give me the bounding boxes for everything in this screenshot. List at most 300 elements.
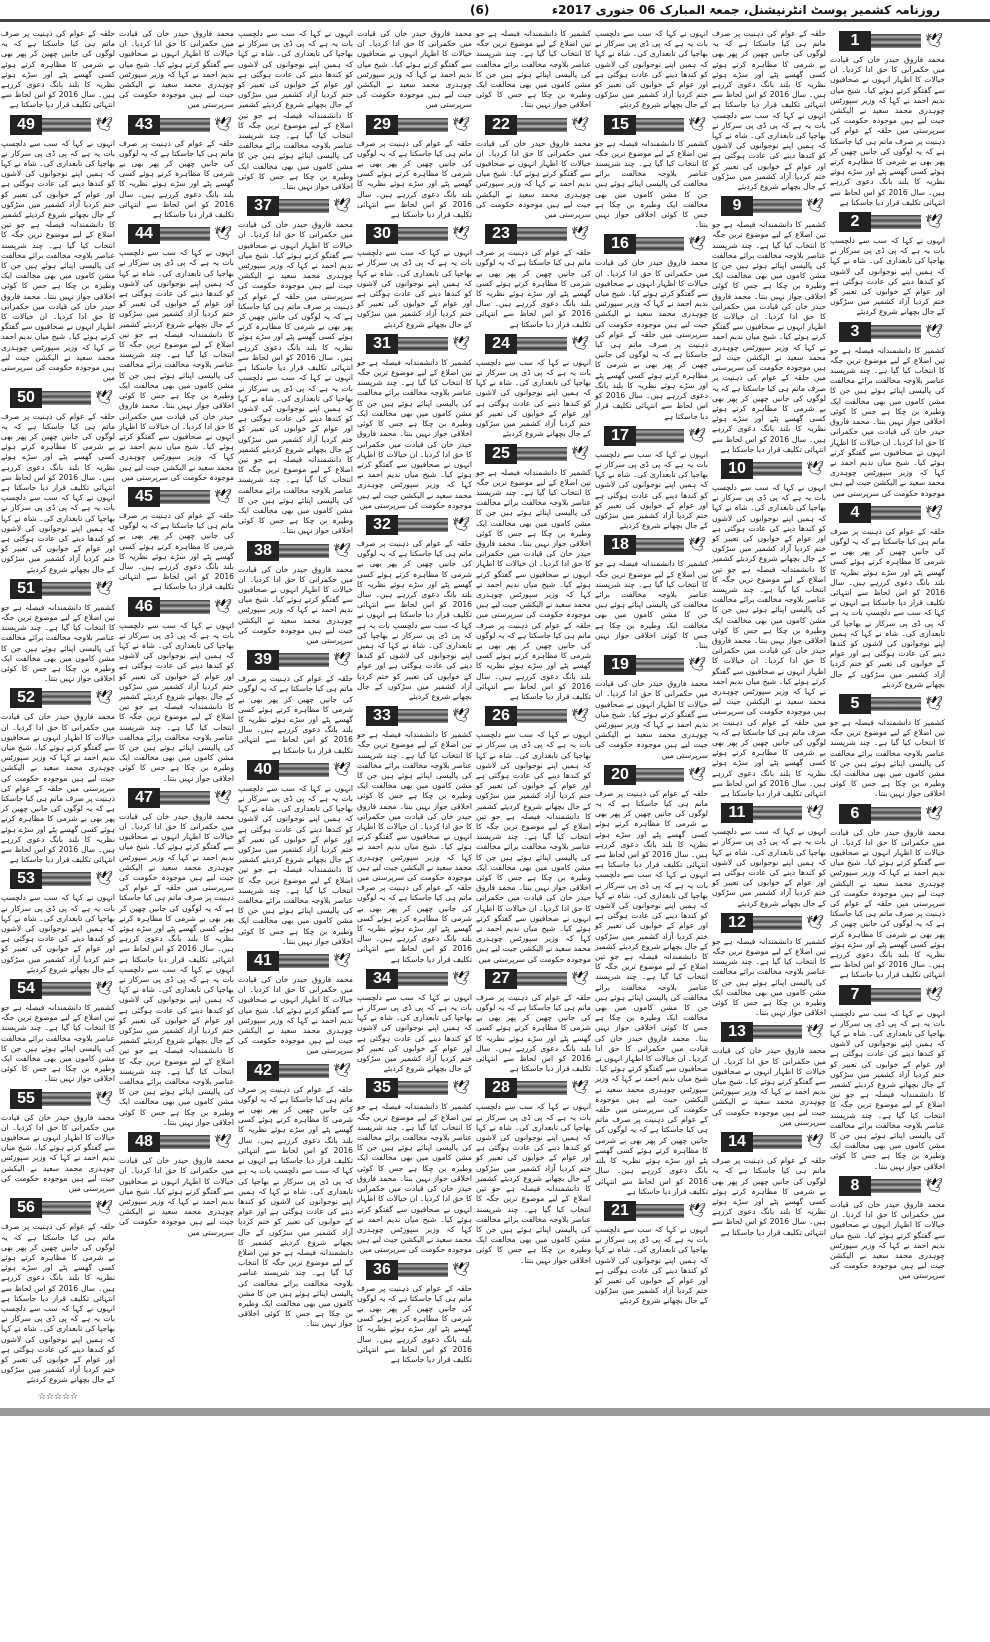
article-text: کشمیر کا دانشمندانہ فیصلہ ہے جو تین اضلاع کے لیے موضوع ترین جگہ کا انتخاب کیا گیا ہے۔ چند شرپسند عناصر بلاوجہ مخالفت برائے مخالفت کی پالیسی اپنائے ہوئے ہیں جن کا مشن کاموں میں بھی مخالفت ایک وطیرہ بن چکا ہے جس کا کوئی اخلاقی جواز نہیں بنتا۔ (595, 559, 708, 650)
article-body (712, 937, 826, 1019)
article-text: انہوں نے کہا کہ سب سے دلچسپ بات یہ ہے کہ پی ڈی پی سرکار نے بھاجپا کی تابعداری کی۔ شاہ نے کہا کہ ہمیں اپنے نوجوانوں کی لاشوں کو کندھا دینے کی عادت ہوگئی ہے اور عوام کے خوابوں کی تعبیر کو ختم کردیا آزاد کشمیر میں سڑکوں کے جال بچھانے شروع کردیئے (357, 248, 472, 329)
gradient-bar (871, 34, 921, 48)
article-body (357, 139, 472, 221)
article-text: کشمیر کا دانشمندانہ فیصلہ ہے جو تین اضلاع کے لیے موضوع ترین جگہ کا انتخاب کیا گیا ہے۔ چند شرپسند عناصر بلاوجہ مخالفت برائے مخالفت کی پالیسی اپنائے ہوئے ہیں جن کا مشن کاموں میں بھی مخالفت ایک وطیرہ بن چکا ہے جس کا کوئی اخلاقی جواز نہیں بنتا۔ (238, 855, 353, 946)
gradient-bar (160, 600, 210, 614)
article-body (238, 784, 353, 947)
article-body (595, 559, 708, 651)
gradient-bar (753, 462, 802, 476)
article-body (712, 483, 826, 799)
article-body (357, 539, 472, 702)
bird-icon: 🕊 (452, 1080, 470, 1097)
gradient-bar (160, 227, 210, 241)
section-header (595, 1200, 708, 1222)
gradient-bar (871, 1179, 921, 1193)
article-text: حلقہ کے عوام کی ذہنیت پر صرف ماتم ہی کیا جاسکتا ہے کہ یہ لوگوں کی جانیں چھین کر پھر بھی بے شرمی کا مظاہرہ کرتے ہوئے کسی گھسے پٹے اور سڑے ہوئے نظریہ کا بلند بانگ دعوی کررہے ہیں۔ سال 2016 کو اس لحاظ سے انتہائی تکلیف قرار دیا جاسکتا ہے (119, 510, 234, 592)
article-text: کشمیر کا دانشمندانہ فیصلہ ہے جو تین اضلاع کے لیے موضوع ترین جگہ کا انتخاب کیا گیا ہے۔ چند شرپسند عناصر بلاوجہ مخالفت برائے مخالفت کی پالیسی اپنائے ہوئے ہیں جن کا مشن کاموں میں بھی مخالفت ایک وطیرہ بن چکا ہے جس کا کوئی اخلاقی جواز نہیں بنتا۔ (830, 345, 945, 427)
news-column (238, 27, 353, 1332)
bird-icon: 🕊 (925, 214, 943, 231)
news-column (357, 27, 472, 1367)
article-text: محمد فاروق حیدر خان کی قیادت میں حکمرانی کا حق ادا کردیا۔ ان خیالات کا اظہار انہوں نے صحافیوں سے گفتگو کرتے ہوئے کیا۔ شیخ میاں ندیم احمد نے کہا کہ وزیر سپورٹس چوہدری محمد سعید نے الیکشن جیت لیے ہیں موجودہ حکومت کی سرپرستی میں (595, 1033, 708, 1115)
section-number: 48 (128, 1132, 160, 1152)
article-text: کشمیر کا دانشمندانہ فیصلہ ہے جو تین اضلاع کے لیے موضوع ترین جگہ کا انتخاب کیا گیا ہے۔ چند شرپسند عناصر بلاوجہ مخالفت برائے مخالفت کی پالیسی اپنائے ہوئے ہیں جن کا مشن کاموں میں بھی مخالفت ایک وطیرہ بن چکا ہے جس کا کوئی اخلاقی جواز نہیں بنتا۔ (595, 138, 708, 230)
bird-icon: 🕊 (571, 116, 589, 133)
article-text: کشمیر کا دانشمندانہ فیصلہ ہے جو تین اضلاع کے لیے موضوع ترین جگہ کا انتخاب کیا گیا ہے۔ چند شرپسند عناصر بلاوجہ مخالفت برائے مخالفت کی پالیسی اپنائے ہوئے ہیں جن کا مشن کاموں میں بھی مخالفت ایک وطیرہ بن چکا ہے جس کا کوئی اخلاقی جواز نہیں بنتا۔ (712, 220, 826, 301)
bird-icon: 🕊 (925, 695, 943, 712)
section-header (238, 540, 353, 562)
article-text: انہوں نے کہا کہ سب سے دلچسپ بات یہ ہے کہ پی ڈی پی سرکار نے بھاجپا کی تابعداری کی۔ شاہ نے کہا کہ ہمیں اپنے نوجوانوں کی لاشوں کو کندھا دینے کی عادت ہوگئی ہے اور عوام کے خوابوں کی تعبیر کو ختم کردیا آزاد کشمیر میں سڑکوں کے جال بچھانے شروع کردیئے (238, 29, 353, 110)
bird-icon: 🕊 (333, 652, 351, 669)
section-number: 21 (604, 1201, 636, 1221)
section-number: 9 (721, 196, 753, 216)
article-body (357, 358, 472, 511)
section-number: 40 (247, 760, 279, 780)
article-text: کشمیر کا دانشمندانہ فیصلہ ہے جو تین اضلاع کے لیے موضوع ترین جگہ کا انتخاب کیا گیا ہے۔ چند شرپسند عناصر بلاوجہ مخالفت برائے مخالفت کی پالیسی اپنائے ہوئے ہیں جن کا مشن کاموں میں بھی مخالفت ایک وطیرہ بن چکا ہے جس کا کوئی اخلاقی جواز نہیں بنتا۔ (1, 210, 115, 301)
article-body (595, 258, 708, 421)
section-number: 15 (604, 115, 636, 135)
section-header (476, 968, 591, 990)
article-body (830, 346, 945, 499)
article-text: انہوں نے کہا کہ سب سے دلچسپ بات یہ ہے کہ پی ڈی پی سرکار نے بھاجپا کی تابعداری کی۔ شاہ نے کہا کہ ہمیں اپنے نوجوانوں کی لاشوں کو کندھا دینے کی عادت ہوگئی ہے اور عوام کے خوابوں کی تعبیر کو ختم کردیا آزاد کشمیر میں سڑکوں کے جال بچھانے شروع کردیئے (712, 827, 826, 908)
section-number: 22 (485, 115, 517, 135)
article-text: کشمیر کا دانشمندانہ فیصلہ ہے جو تین اضلاع کے لیے موضوع ترین جگہ کا انتخاب کیا گیا ہے۔ چند شرپسند عناصر بلاوجہ مخالفت برائے مخالفت کی پالیسی اپنائے ہوئے ہیں جن کا مشن کاموں میں بھی مخالفت ایک وطیرہ بن چکا ہے جس کا کوئی اخلاقی جواز نہیں بنتا۔ (238, 444, 353, 536)
section-header (595, 764, 708, 786)
article-text: محمد فاروق حیدر خان کی قیادت میں حکمرانی کا حق ادا کردیا۔ ان خیالات کا اظہار انہوں نے صحافیوں سے گفتگو کرتے ہوئے کیا۔ شیخ میاں ندیم احمد نے کہا کہ وزیر سپورٹس چوہدری محمد سعید نے الیکشن جیت لیے ہیں موجودہ حکومت کی سرپرستی میں (1, 291, 115, 383)
bird-icon: 🕊 (688, 116, 706, 133)
section-header (712, 458, 826, 480)
article-text: محمد فاروق حیدر خان کی قیادت میں حکمرانی کا حق ادا کردیا۔ ان خیالات کا اظہار انہوں نے صحافیوں سے گفتگو کرتے ہوئے کیا۔ شیخ میاں ندیم احمد نے کہا کہ وزیر سپورٹس چوہدری محمد سعید نے الیکشن جیت لیے ہیں موجودہ حکومت کی سرپرستی میں (238, 975, 353, 1056)
section-header (595, 425, 708, 447)
gradient-bar (160, 1135, 210, 1149)
article-body (238, 565, 353, 647)
bird-icon: 🕊 (333, 1062, 351, 1079)
section-header (712, 912, 826, 934)
article-body (595, 679, 708, 761)
article-body (119, 139, 234, 221)
bird-icon: 🕊 (571, 1080, 589, 1097)
article-text: کشمیر کا دانشمندانہ فیصلہ ہے جو تین اضلاع کے لیے موضوع ترین جگہ کا انتخاب کیا گیا ہے۔ چند شرپسند عناصر بلاوجہ مخالفت برائے مخالفت کی پالیسی اپنائے ہوئے ہیں جن کا مشن کاموں میں بھی مخالفت ایک وطیرہ بن چکا ہے جس کا کوئی اخلاقی جواز نہیں بنتا۔ (357, 730, 472, 811)
article-body (238, 674, 353, 756)
gradient-bar (398, 337, 448, 351)
article-text: انہوں نے کہا کہ سب سے دلچسپ بات یہ ہے کہ پی ڈی پی سرکار نے بھاجپا کی تابعداری کی۔ شاہ نے کہا کہ ہمیں اپنے نوجوانوں کی لاشوں کو کندھا دینے کی عادت ہوگئی ہے اور عوام کے خوابوں کی تعبیر کو ختم کردیا آزاد کشمیر میں سڑکوں کے جال بچھانے شروع کردیئے (1, 893, 115, 974)
gradient-bar (398, 972, 448, 986)
bird-icon: 🕊 (571, 970, 589, 987)
gradient-bar (636, 237, 684, 251)
news-column (476, 27, 591, 1268)
article-text: حلقہ کے عوام کی ذہنیت پر صرف ماتم ہی کیا جاسکتا ہے کہ یہ لوگوں کی جانیں چھین کر پھر بھی بے شرمی کا مظاہرہ کرتے ہوئے کسی گھسے پٹے اور سڑے ہوئے نظریہ کا بلند بانگ دعوی کررہے ہیں۔ سال 2016 کو اس لحاظ سے انتہائی تکلیف قرار دیا جاسکتا ہے (1, 411, 115, 492)
section-header (357, 114, 472, 136)
section-number: 12 (721, 913, 753, 933)
article-text: حلقہ کے عوام کی ذہنیت پر صرف ماتم ہی کیا جاسکتا ہے کہ یہ لوگوں کی جانیں چھین کر پھر بھی بے شرمی کا مظاہرہ کرتے ہوئے کسی گھسے پٹے اور سڑے ہوئے نظریہ کا بلند بانگ دعوی کررہے ہیں۔ سال 2016 کو اس لحاظ سے انتہائی تکلیف قرار دیا جاسکتا ہے (476, 992, 591, 1074)
gradient-bar (279, 544, 329, 558)
article-body (1, 893, 115, 975)
article-text: حلقہ کے عوام کی ذہنیت پر صرف ماتم ہی کیا جاسکتا ہے کہ یہ لوگوں کی جانیں چھین کر پھر بھی بے شرمی کا مظاہرہ کرتے ہوئے کسی گھسے پٹے اور سڑے ہوئے نظریہ کا بلند بانگ دعوی کررہے ہیں۔ سال 2016 کو اس لحاظ سے انتہائی تکلیف قرار دیا جاسکتا ہے (712, 29, 826, 110)
article-text: کشمیر کا دانشمندانہ فیصلہ ہے جو تین اضلاع کے لیے موضوع ترین جگہ کا انتخاب کیا گیا ہے۔ چند شرپسند عناصر بلاوجہ مخالفت برائے مخالفت کی پالیسی اپنائے ہوئے ہیں جن کا مشن کاموں میں بھی مخالفت ایک وطیرہ بن چکا ہے جس کا کوئی اخلاقی جواز نہیں بنتا۔ (238, 100, 353, 192)
section-number: 3 (839, 322, 871, 342)
section-number: 16 (604, 234, 636, 254)
section-header (1, 687, 115, 709)
section-header (595, 114, 708, 136)
article-text: حلقہ کے عوام کی ذہنیت پر صرف ماتم ہی کیا جاسکتا ہے کہ یہ لوگوں کی جانیں چھین کر پھر بھی بے شرمی کا مظاہرہ کرتے ہوئے کسی گھسے پٹے اور سڑے ہوئے نظریہ کا بلند بانگ دعوی کررہے ہیں۔ سال 2016 کو اس لحاظ سے انتہائی تکلیف قرار دیا جاسکتا ہے (712, 373, 826, 454)
section-header (119, 114, 234, 136)
gradient-bar (42, 982, 91, 996)
gradient-bar (42, 391, 91, 405)
bird-icon: 🕊 (214, 789, 232, 806)
bird-icon: 🕊 (452, 335, 470, 352)
section-number: 38 (247, 541, 279, 561)
news-column (830, 27, 945, 1284)
article-body (1, 139, 115, 384)
article-body (595, 29, 708, 111)
article-body (1, 1222, 115, 1385)
section-header (830, 984, 945, 1006)
article-body (1, 412, 115, 575)
article-body (830, 527, 945, 690)
section-header (119, 596, 234, 618)
section-header (238, 195, 353, 217)
bird-icon: 🕊 (214, 598, 232, 615)
bird-icon: 🕊 (452, 1261, 470, 1278)
section-number: 56 (10, 1198, 42, 1218)
section-number: 19 (604, 655, 636, 675)
article-text: حلقہ کے عوام کی ذہنیت پر صرف ماتم ہی کیا جاسکتا ہے کہ یہ لوگوں کی جانیں چھین کر پھر بھی بے شرمی کا مظاہرہ کرتے ہوئے کسی گھسے پٹے اور سڑے ہوئے نظریہ کا بلند بانگ دعوی کررہے ہیں۔ سال 2016 کو اس لحاظ سے انتہائی تکلیف قرار دیا جاسکتا ہے (357, 538, 472, 620)
article-text: کشمیر کا دانشمندانہ فیصلہ ہے جو تین اضلاع کے لیے موضوع ترین جگہ کا انتخاب کیا گیا ہے۔ چند شرپسند عناصر بلاوجہ مخالفت برائے مخالفت کی پالیسی اپنائے ہوئے ہیں جن کا مشن کاموں میں بھی مخالفت ایک وطیرہ بن چکا ہے جس کا کوئی اخلاقی جواز نہیں بنتا۔ (476, 1173, 591, 1265)
article-text: انہوں نے کہا کہ سب سے دلچسپ بات یہ ہے کہ پی ڈی پی سرکار نے بھاجپا کی تابعداری کی۔ شاہ نے کہا کہ ہمیں اپنے نوجوانوں کی لاشوں کو کندھا دینے کی عادت ہوگئی ہے اور عوام کے خوابوں کی تعبیر کو ختم کردیا آزاد کشمیر میں سڑکوں کے جال بچھانے شروع کردیئے (476, 730, 591, 811)
news-column (1, 27, 115, 1402)
section-number: 47 (128, 788, 160, 808)
gradient-bar (517, 118, 567, 132)
article-text: کشمیر کا دانشمندانہ فیصلہ ہے جو تین اضلاع کے لیے موضوع ترین جگہ کا انتخاب کیا گیا ہے۔ چند شرپسند عناصر بلاوجہ مخالفت برائے مخالفت کی پالیسی اپنائے ہوئے ہیں جن کا مشن کاموں میں بھی مخالفت ایک وطیرہ بن چکا ہے جس کا کوئی اخلاقی جواز نہیں بنتا۔ (830, 717, 945, 799)
bird-icon: 🕊 (571, 708, 589, 725)
section-header (712, 802, 826, 824)
bird-icon: 🕊 (452, 226, 470, 243)
section-header (830, 502, 945, 524)
gradient-bar (517, 1081, 567, 1095)
article-text: محمد فاروق حیدر خان کی قیادت میں حکمرانی کا حق ادا کردیا۔ ان خیالات کا اظہار انہوں نے صحافیوں سے گفتگو کرتے ہوئے کیا۔ شیخ میاں ندیم احمد نے کہا کہ وزیر سپورٹس چوہدری محمد سعید نے الیکشن جیت لیے ہیں موجودہ حکومت کی سرپرستی میں (357, 801, 472, 883)
section-header (119, 1131, 234, 1153)
article-text: محمد فاروق حیدر خان کی قیادت میں حکمرانی کا حق ادا کردیا۔ ان خیالات کا اظہار انہوں نے صحافیوں سے گفتگو کرتے ہوئے کیا۔ شیخ میاں ندیم احمد نے کہا کہ وزیر سپورٹس چوہدری محمد سعید نے الیکشن جیت لیے ہیں موجودہ حکومت کی سرپرستی میں (595, 679, 708, 760)
gradient-bar (42, 1201, 91, 1215)
article-text: انہوں نے کہا کہ سب سے دلچسپ بات یہ ہے کہ پی ڈی پی سرکار نے بھاجپا کی تابعداری کی۔ شاہ نے کہا کہ ہمیں اپنے نوجوانوں کی لاشوں کو کندھا دینے کی عادت ہوگئی ہے اور عوام کے خوابوں کی تعبیر کو ختم کردیا آزاد کشمیر میں سڑکوں کے جال بچھانے شروع کردیئے (595, 449, 708, 531)
article-body (830, 718, 945, 800)
section-header (595, 233, 708, 255)
article-body (119, 812, 234, 1128)
article-text: کشمیر کا دانشمندانہ فیصلہ ہے جو تین اضلاع کے لیے موضوع ترین جگہ کا انتخاب کیا گیا ہے۔ چند شرپسند عناصر بلاوجہ مخالفت برائے مخالفت کی پالیسی اپنائے ہوئے ہیں جن کا مشن کاموں میں بھی مخالفت ایک وطیرہ بن چکا ہے جس کا کوئی اخلاقی جواز نہیں بنتا۔ (595, 941, 709, 1043)
article-text: محمد فاروق حیدر خان کی قیادت میں حکمرانی کا حق ادا کردیا۔ ان خیالات کا اظہار انہوں نے صحافیوں سے گفتگو کرتے ہوئے کیا۔ شیخ میاں ندیم احمد نے کہا کہ وزیر سپورٹس چوہدری محمد سعید نے الیکشن جیت لیے ہیں موجودہ حکومت کی سرپرستی میں (357, 1173, 472, 1255)
section-number: 46 (128, 597, 160, 617)
article-body (1, 1113, 115, 1195)
section-header (476, 223, 591, 245)
article-body (119, 29, 234, 111)
gradient-bar (398, 118, 448, 132)
article-text: انہوں نے کہا کہ سب سے دلچسپ بات یہ ہے کہ پی ڈی پی سرکار نے بھاجپا کی تابعداری کی۔ شاہ نے کہا کہ ہمیں اپنے نوجوانوں کی لاشوں کو کندھا دینے کی عادت ہوگئی ہے اور عوام کے خوابوں کی تعبیر کو ختم کردیا آزاد کشمیر میں سڑکوں کے جال بچھانے شروع کردیئے (357, 992, 472, 1074)
article-text: حلقہ کے عوام کی ذہنیت پر صرف ماتم ہی کیا جاسکتا ہے کہ یہ لوگوں کی جانیں چھین کر پھر بھی بے شرمی کا مظاہرہ کرتے ہوئے کسی گھسے پٹے اور سڑے ہوئے نظریہ کا بلند بانگ دعوی کررہے ہیں۔ سال 2016 کو اس لحاظ سے انتہائی تکلیف قرار دیا جاسکتا ہے (595, 788, 708, 870)
section-number: 45 (128, 487, 160, 507)
section-header (357, 223, 472, 245)
gradient-bar (517, 972, 567, 986)
article-body (238, 975, 353, 1057)
newspaper-title-date: روزنامہ کشمیر پوسٹ انٹرنیشنل، جمعۃ المبارک 06 جنوری 2017ء (551, 3, 940, 17)
article-text: محمد فاروق حیدر خان کی قیادت میں حکمرانی کا حق ادا کردیا۔ ان خیالات کا اظہار انہوں نے صحافیوں سے گفتگو کرتے ہوئے کیا۔ شیخ میاں ندیم احمد نے کہا کہ وزیر سپورٹس چوہدری محمد سعید نے الیکشن جیت لیے ہیں موجودہ حکومت کی سرپرستی میں (119, 811, 235, 893)
news-column (712, 27, 826, 1240)
gradient-bar (636, 118, 684, 132)
article-body (1, 712, 115, 865)
section-number: 51 (10, 579, 42, 599)
bird-icon: 🕊 (571, 226, 589, 243)
article-text: حلقہ کے عوام کی ذہنیت پر صرف ماتم ہی کیا جاسکتا ہے کہ یہ لوگوں کی جانیں چھین کر پھر بھی بے شرمی کا مظاہرہ کرتے ہوئے کسی گھسے پٹے اور سڑے ہوئے نظریہ کا بلند بانگ دعوی کررہے ہیں۔ سال 2016 کو اس لحاظ سے انتہائی تکلیف قرار دیا جاسکتا ہے (595, 329, 708, 421)
article-body (1, 1003, 115, 1085)
gradient-bar (753, 199, 802, 213)
article-text: انہوں نے کہا کہ سب سے دلچسپ بات یہ ہے کہ پی ڈی پی سرکار نے بھاجپا کی تابعداری کی۔ شاہ نے کہا کہ ہمیں اپنے نوجوانوں کی لاشوں کو کندھا دینے کی عادت ہوگئی ہے اور عوام کے خوابوں کی تعبیر کو ختم کردیا آزاد کشمیر میں سڑکوں کے جال بچھانے شروع کردیئے (595, 29, 708, 110)
article-text: حلقہ کے عوام کی ذہنیت پر صرف ماتم ہی کیا جاسکتا ہے کہ یہ لوگوں کی جانیں چھین کر پھر بھی بے شرمی کا مظاہرہ کرتے ہوئے کسی گھسے پٹے اور سڑے ہوئے نظریہ کا بلند بانگ دعوی کررہے ہیں۔ سال 2016 کو اس لحاظ سے انتہائی تکلیف قرار دیا جاسکتا ہے (476, 620, 591, 701)
gradient-bar (517, 709, 567, 723)
article-text: کشمیر کا دانشمندانہ فیصلہ ہے جو تین اضلاع کے لیے موضوع ترین جگہ کا انتخاب کیا گیا ہے۔ چند شرپسند عناصر بلاوجہ مخالفت برائے مخالفت کی پالیسی اپنائے ہوئے ہیں جن کا مشن کاموں میں بھی مخالفت ایک وطیرہ بن چکا ہے جس کا کوئی اخلاقی جواز نہیں بنتا۔ (712, 936, 826, 1018)
article-text: حلقہ کے عوام کی ذہنیت پر صرف ماتم ہی کیا جاسکتا ہے کہ یہ لوگوں کی جانیں چھین کر پھر بھی بے شرمی کا مظاہرہ کرتے ہوئے کسی گھسے پٹے اور سڑے ہوئے نظریہ کا بلند بانگ دعوی کررہے ہیں۔ سال 2016 کو اس لحاظ سے انتہائی تکلیف قرار دیا جاسکتا ہے (238, 291, 354, 373)
gradient-bar (160, 490, 210, 504)
article-text: کشمیر کا دانشمندانہ فیصلہ ہے جو تین اضلاع کے لیے موضوع ترین جگہ کا انتخاب کیا گیا ہے۔ چند شرپسند عناصر بلاوجہ مخالفت برائے مخالفت کی پالیسی اپنائے ہوئے ہیں جن کا مشن کاموں میں بھی مخالفت ایک وطیرہ بن چکا ہے جس کا کوئی اخلاقی جواز نہیں بنتا۔ (476, 801, 591, 893)
article-body (476, 358, 591, 440)
section-number: 27 (485, 969, 517, 989)
article-text: محمد فاروق حیدر خان کی قیادت میں حکمرانی کا حق ادا کردیا۔ ان خیالات کا اظہار انہوں نے صحافیوں سے گفتگو کرتے ہوئے کیا۔ شیخ میاں ندیم احمد نے کہا کہ وزیر سپورٹس چوہدری محمد سعید نے الیکشن جیت لیے ہیں موجودہ حکومت کی سرپرستی میں (238, 564, 353, 645)
article-text: محمد فاروق حیدر خان کی قیادت میں حکمرانی کا حق ادا کردیا۔ ان خیالات کا اظہار انہوں نے صحافیوں سے گفتگو کرتے ہوئے کیا۔ شیخ میاں ندیم احمد نے کہا کہ وزیر سپورٹس چوہدری محمد سعید نے الیکشن جیت لیے ہیں موجودہ حکومت کی سرپرستی میں (119, 29, 234, 110)
section-header (476, 705, 591, 727)
article-text: محمد فاروق حیدر خان کی قیادت میں حکمرانی کا حق ادا کردیا۔ ان خیالات کا اظہار انہوں نے صحافیوں سے گفتگو کرتے ہوئے کیا۔ شیخ میاں ندیم احمد نے کہا کہ وزیر سپورٹس چوہدری محمد سعید نے الیکشن جیت لیے ہیں موجودہ حکومت کی سرپرستی میں (830, 1199, 945, 1281)
gradient-bar (398, 518, 448, 532)
article-text: محمد فاروق حیدر خان کی قیادت میں حکمرانی کا حق ادا کردیا۔ ان خیالات کا اظہار انہوں نے صحافیوں سے گفتگو کرتے ہوئے کیا۔ شیخ میاں ندیم احمد نے کہا کہ وزیر سپورٹس چوہدری محمد سعید نے الیکشن جیت لیے ہیں موجودہ حکومت کی سرپرستی میں (830, 827, 946, 909)
section-number: 35 (366, 1078, 398, 1098)
article-text: کشمیر کا دانشمندانہ فیصلہ ہے جو تین اضلاع کے لیے موضوع ترین جگہ کا انتخاب کیا گیا ہے۔ چند شرپسند عناصر بلاوجہ مخالفت برائے مخالفت کی پالیسی اپنائے ہوئے ہیں جن کا مشن کاموں میں بھی مخالفت ایک وطیرہ بن چکا ہے جس کا کوئی اخلاقی جواز نہیں بنتا۔ (476, 467, 591, 548)
article-text: حلقہ کے عوام کی ذہنیت پر صرف ماتم ہی کیا جاسکتا ہے کہ یہ لوگوں کی جانیں چھین کر پھر بھی بے شرمی کا مظاہرہ کرتے ہوئے کسی گھسے پٹے اور سڑے ہوئے نظریہ کا بلند بانگ دعوی کررہے ہیں۔ سال 2016 کو اس لحاظ سے انتہائی تکلیف قرار دیا جاسکتا ہے (476, 248, 591, 329)
section-number: 8 (839, 1176, 871, 1196)
article-body (1, 603, 115, 685)
article-text: محمد فاروق حیدر خان کی قیادت میں حکمرانی کا حق ادا کردیا۔ ان خیالات کا اظہار انہوں نے صحافیوں سے گفتگو کرتے ہوئے کیا۔ شیخ میاں ندیم احمد نے کہا کہ وزیر سپورٹس چوہدری محمد سعید نے الیکشن جیت لیے ہیں موجودہ حکومت کی سرپرستی میں (595, 258, 708, 339)
section-header (830, 211, 945, 233)
article-text: کشمیر کا دانشمندانہ فیصلہ ہے جو تین اضلاع کے لیے موضوع ترین جگہ کا انتخاب کیا گیا ہے۔ چند شرپسند عناصر بلاوجہ مخالفت برائے مخالفت کی پالیسی اپنائے ہوئے ہیں جن کا مشن کاموں میں بھی مخالفت ایک وطیرہ بن چکا ہے جس کا کوئی اخلاقی جواز نہیں بنتا۔ (357, 357, 472, 439)
bird-icon: 🕊 (214, 116, 232, 133)
article-text: انہوں نے کہا کہ سب سے دلچسپ بات یہ ہے کہ پی ڈی پی سرکار نے بھاجپا کی تابعداری کی۔ شاہ نے کہا کہ ہمیں اپنے نوجوانوں کی لاشوں کو کندھا دینے کی عادت ہوگئی ہے اور عوام کے خوابوں کی تعبیر کو ختم کردیا آزاد کشمیر میں سڑکوں کے جال بچھانے شروع کردیئے (119, 964, 234, 1046)
section-header (357, 514, 472, 536)
article-text: انہوں نے کہا کہ سب سے دلچسپ بات یہ ہے کہ پی ڈی پی سرکار نے بھاجپا کی تابعداری کی۔ شاہ نے کہا کہ ہمیں اپنے نوجوانوں کی لاشوں کو کندھا دینے کی عادت ہوگئی ہے اور عوام کے خوابوں کی تعبیر کو ختم کردیا آزاد کشمیر میں سڑکوں کے جال بچھانے شروع کردیئے (119, 620, 234, 701)
bird-icon: 🕊 (95, 1200, 113, 1217)
section-number: 37 (247, 196, 279, 216)
section-header (357, 1077, 472, 1099)
article-body (476, 139, 591, 221)
article-body (238, 1085, 353, 1330)
section-header (476, 333, 591, 355)
article-text: محمد فاروق حیدر خان کی قیادت میں حکمرانی کا حق ادا کردیا۔ ان خیالات کا اظہار انہوں نے صحافیوں سے گفتگو کرتے ہوئے کیا۔ شیخ میاں ندیم احمد نے کہا کہ وزیر سپورٹس چوہدری محمد سعید نے الیکشن جیت لیے ہیں موجودہ حکومت کی سرپرستی میں (238, 220, 354, 301)
bird-icon: 🕊 (452, 970, 470, 987)
bird-icon: 🕊 (925, 323, 943, 340)
section-header (238, 759, 353, 781)
article-body (357, 248, 472, 330)
gradient-bar (753, 916, 802, 930)
bird-icon: 🕊 (333, 761, 351, 778)
article-body (595, 450, 708, 532)
article-text: محمد فاروق حیدر خان کی قیادت میں حکمرانی کا حق ادا کردیا۔ ان خیالات کا اظہار انہوں نے صحافیوں سے گفتگو کرتے ہوئے کیا۔ شیخ میاں ندیم احمد نے کہا کہ وزیر سپورٹس چوہدری محمد سعید نے الیکشن جیت لیے ہیں موجودہ حکومت کی سرپرستی میں (712, 291, 826, 383)
gradient-bar (871, 988, 921, 1002)
article-text: محمد فاروق حیدر خان کی قیادت میں حکمرانی کا حق ادا کردیا۔ ان خیالات کا اظہار انہوں نے صحافیوں سے گفتگو کرتے ہوئے کیا۔ شیخ میاں ندیم احمد نے کہا کہ وزیر سپورٹس چوہدری محمد سعید نے الیکشن جیت لیے ہیں موجودہ حکومت کی سرپرستی میں (1, 712, 116, 793)
article-text: حلقہ کے عوام کی ذہنیت پر صرف ماتم ہی کیا جاسکتا ہے کہ یہ لوگوں کی جانیں چھین کر پھر بھی بے شرمی کا مظاہرہ کرتے ہوئے کسی گھسے پٹے اور سڑے ہوئے نظریہ کا بلند بانگ دعوی کررہے ہیں۔ سال 2016 کو اس لحاظ سے انتہائی تکلیف قرار دیا جاسکتا ہے (595, 1105, 708, 1196)
article-body (357, 730, 472, 965)
gradient-bar (398, 1263, 448, 1277)
section-number: 36 (366, 1260, 398, 1280)
bird-icon: 🕊 (925, 33, 943, 49)
article-body (476, 993, 591, 1075)
article-body (119, 248, 234, 483)
article-body (357, 1102, 472, 1255)
bird-icon: 🕊 (214, 488, 232, 505)
article-body (357, 29, 472, 111)
bird-icon: 🕊 (925, 805, 943, 822)
section-number: 32 (366, 515, 398, 535)
article-text: انہوں نے کہا کہ سب سے دلچسپ بات یہ ہے کہ پی ڈی پی سرکار نے بھاجپا کی تابعداری کی۔ شاہ نے کہا کہ ہمیں اپنے نوجوانوں کی لاشوں کو کندھا دینے کی عادت ہوگئی ہے اور عوام کے خوابوں کی تعبیر کو ختم کردیا آزاد کشمیر میں سڑکوں کے جال بچھانے شروع کردیئے (357, 610, 472, 701)
section-number: 28 (485, 1078, 517, 1098)
gradient-bar (517, 337, 567, 351)
section-header (830, 30, 945, 52)
article-text: انہوں نے کہا کہ سب سے دلچسپ بات یہ ہے کہ پی ڈی پی سرکار نے بھاجپا کی تابعداری کی۔ شاہ نے کہا کہ ہمیں اپنے نوجوانوں کی لاشوں کو کندھا دینے کی عادت ہوگئی ہے اور عوام کے خوابوں کی تعبیر کو ختم کردیا آزاد کشمیر میں سڑکوں کے جال بچھانے شروع کردیئے (595, 1224, 708, 1306)
section-number: 44 (128, 224, 160, 244)
gradient-bar (871, 215, 921, 229)
section-header (238, 649, 353, 671)
bird-icon: 🕊 (688, 1202, 706, 1219)
section-header (1, 387, 115, 409)
article-text: کشمیر کا دانشمندانہ فیصلہ ہے جو تین اضلاع کے لیے موضوع ترین جگہ کا انتخاب کیا گیا ہے۔ چند شرپسند عناصر بلاوجہ مخالفت برائے مخالفت کی پالیسی اپنائے ہوئے ہیں جن کا مشن کاموں میں بھی مخالفت ایک وطیرہ بن چکا ہے جس کا کوئی اخلاقی جواز نہیں بنتا۔ (119, 319, 234, 411)
section-header (119, 223, 234, 245)
article-body (476, 730, 591, 965)
section-header (238, 950, 353, 972)
article-text: محمد فاروق حیدر خان کی قیادت میں حکمرانی کا حق ادا کردیا۔ ان خیالات کا اظہار انہوں نے صحافیوں سے گفتگو کرتے ہوئے کیا۔ شیخ میاں ندیم احمد نے کہا کہ وزیر سپورٹس چوہدری محمد سعید نے الیکشن جیت لیے ہیں موجودہ حکومت کی سرپرستی میں (712, 635, 826, 727)
bird-icon: 🕊 (806, 1024, 824, 1041)
article-text: حلقہ کے عوام کی ذہنیت پر صرف ماتم ہی کیا جاسکتا ہے کہ یہ لوگوں کی جانیں چھین کر پھر بھی بے شرمی کا مظاہرہ کرتے ہوئے کسی گھسے پٹے اور سڑے ہوئے نظریہ کا بلند بانگ دعوی کررہے ہیں۔ سال 2016 کو اس لحاظ سے انتہائی تکلیف قرار دیا جاسکتا ہے (119, 883, 235, 964)
bird-icon: 🕊 (571, 445, 589, 462)
article-text: محمد فاروق حیدر خان کی قیادت میں حکمرانی کا حق ادا کردیا۔ ان خیالات کا اظہار انہوں نے صحافیوں سے گفتگو کرتے ہوئے کیا۔ شیخ میاں ندیم احمد نے کہا کہ وزیر سپورٹس چوہدری محمد سعید نے الیکشن جیت لیے ہیں موجودہ حکومت کی سرپرستی میں (712, 1046, 826, 1127)
article-text: کشمیر کا دانشمندانہ فیصلہ ہے جو تین اضلاع کے لیے موضوع ترین جگہ کا انتخاب کیا گیا ہے۔ چند شرپسند عناصر بلاوجہ مخالفت برائے مخالفت کی پالیسی اپنائے ہوئے ہیں جن کا مشن کاموں میں بھی مخالفت ایک وطیرہ بن چکا ہے جس کا کوئی اخلاقی جواز نہیں بنتا۔ (119, 691, 234, 783)
article-text: انہوں نے کہا کہ سب سے دلچسپ بات یہ ہے کہ پی ڈی پی سرکار نے بھاجپا کی تابعداری کی۔ شاہ نے کہا کہ ہمیں اپنے نوجوانوں کی لاشوں کو کندھا دینے کی عادت ہوگئی ہے اور عوام کے خوابوں کی تعبیر کو ختم کردیا آزاد کشمیر میں سڑکوں کے جال بچھانے شروع کردیئے (1, 138, 115, 220)
gradient-bar (279, 1064, 329, 1078)
article-text: انہوں نے کہا کہ سب سے دلچسپ بات یہ ہے کہ پی ڈی پی سرکار نے بھاجپا کی تابعداری کی۔ شاہ نے کہا کہ ہمیں اپنے نوجوانوں کی لاشوں کو کندھا دینے کی عادت ہوگئی ہے اور عوام کے خوابوں کی تعبیر کو ختم کردیا آزاد کشمیر میں سڑکوں کے جال بچھانے شروع کردیئے (238, 1156, 353, 1247)
section-header (595, 654, 708, 676)
article-body (712, 1156, 826, 1238)
section-number: 29 (366, 115, 398, 135)
gradient-bar (279, 199, 329, 213)
bird-icon: 🕊 (452, 116, 470, 133)
article-text: حلقہ کے عوام کی ذہنیت پر صرف ماتم ہی کیا جاسکتا ہے کہ یہ لوگوں کی جانیں چھین کر پھر بھی بے شرمی کا مظاہرہ کرتے ہوئے کسی گھسے پٹے اور سڑے ہوئے نظریہ کا بلند بانگ دعوی کررہے ہیں۔ سال 2016 کو اس لحاظ سے انتہائی تکلیف قرار دیا جاسکتا ہے (357, 138, 472, 220)
article-body (712, 220, 826, 455)
section-header (119, 486, 234, 508)
bird-icon: 🕊 (95, 690, 113, 707)
article-text: محمد فاروق حیدر خان کی قیادت میں حکمرانی کا حق ادا کردیا۔ ان خیالات کا اظہار انہوں نے صحافیوں سے گفتگو کرتے ہوئے کیا۔ شیخ میاں ندیم احمد نے کہا کہ وزیر سپورٹس چوہدری محمد سعید نے الیکشن جیت لیے ہیں موجودہ حکومت کی سرپرستی میں (1, 1112, 115, 1194)
article-text: انہوں نے کہا کہ سب سے دلچسپ بات یہ ہے کہ پی ڈی پی سرکار نے بھاجپا کی تابعداری کی۔ شاہ نے کہا کہ ہمیں اپنے نوجوانوں کی لاشوں کو کندھا دینے کی عادت ہوگئی ہے اور عوام کے خوابوں کی تعبیر کو ختم کردیا آزاد کشمیر میں سڑکوں کے جال بچھانے شروع کردیئے (476, 357, 591, 439)
gradient-bar (279, 954, 329, 968)
section-number: 13 (721, 1022, 753, 1042)
gradient-bar (517, 447, 567, 461)
article-text: حلقہ کے عوام کی ذہنیت پر صرف ماتم ہی کیا جاسکتا ہے کہ یہ لوگوں کی جانیں چھین کر پھر بھی بے شرمی کا مظاہرہ کرتے ہوئے کسی گھسے پٹے اور سڑے ہوئے نظریہ کا بلند بانگ دعوی کررہے ہیں۔ سال 2016 کو اس لحاظ سے انتہائی تکلیف قرار دیا جاسکتا ہے (712, 1156, 826, 1237)
bird-icon: 🕊 (571, 335, 589, 352)
section-header (1, 114, 115, 136)
article-body (595, 789, 708, 1197)
bird-icon: 🕊 (333, 953, 351, 970)
gradient-bar (636, 658, 684, 672)
article-text: محمد فاروق حیدر خان کی قیادت میں حکمرانی کا حق ادا کردیا۔ ان خیالات کا اظہار انہوں نے صحافیوں سے گفتگو کرتے ہوئے کیا۔ شیخ میاں ندیم احمد نے کہا کہ وزیر سپورٹس چوہدری محمد سعید نے الیکشن جیت لیے ہیں موجودہ حکومت کی سرپرستی میں (357, 29, 472, 110)
section-header (712, 1131, 826, 1153)
gradient-bar (160, 118, 210, 132)
bird-icon: 🕊 (333, 198, 351, 215)
gradient-bar (160, 791, 210, 805)
bird-icon: 🕊 (925, 504, 943, 521)
article-body (712, 1046, 826, 1128)
gradient-bar (279, 653, 329, 667)
article-body (1, 29, 115, 111)
section-number: 41 (247, 951, 279, 971)
bird-icon: 🕊 (688, 427, 706, 444)
gradient-bar (42, 872, 91, 886)
bird-icon: 🕊 (806, 914, 824, 931)
article-text: محمد فاروق حیدر خان کی قیادت میں حکمرانی کا حق ادا کردیا۔ ان خیالات کا اظہار انہوں نے صحافیوں سے گفتگو کرتے ہوئے کیا۔ شیخ میاں ندیم احمد نے کہا کہ وزیر سپورٹس چوہدری محمد سعید نے الیکشن جیت لیے ہیں موجودہ حکومت کی سرپرستی میں (476, 883, 591, 964)
section-number: 11 (721, 803, 753, 823)
section-number: 49 (10, 115, 42, 135)
bird-icon: 🕊 (95, 981, 113, 998)
article-body (595, 139, 708, 231)
footer-rule (0, 1408, 990, 1416)
article-body (238, 29, 353, 192)
gradient-bar (279, 763, 329, 777)
section-number: 42 (247, 1061, 279, 1081)
section-number: 14 (721, 1132, 753, 1152)
section-number: 23 (485, 224, 517, 244)
article-body (476, 468, 591, 703)
article-text: کشمیر کا دانشمندانہ فیصلہ ہے جو تین اضلاع کے لیے موضوع ترین جگہ کا انتخاب کیا گیا ہے۔ چند شرپسند عناصر بلاوجہ مخالفت برائے مخالفت کی پالیسی اپنائے ہوئے ہیں جن کا مشن کاموں میں بھی مخالفت ایک وطیرہ بن چکا ہے جس کا کوئی اخلاقی جواز نہیں بنتا۔ (476, 29, 591, 110)
section-number: 7 (839, 985, 871, 1005)
bird-icon: 🕊 (214, 1134, 232, 1151)
article-text: انہوں نے کہا کہ سب سے دلچسپ بات یہ ہے کہ پی ڈی پی سرکار نے بھاجپا کی تابعداری کی۔ شاہ نے کہا کہ ہمیں اپنے نوجوانوں کی لاشوں کو کندھا دینے کی عادت ہوگئی ہے اور عوام کے خوابوں کی تعبیر کو ختم کردیا آزاد کشمیر میں سڑکوں کے جال بچھانے شروع کردیئے (830, 1008, 945, 1090)
article-text: حلقہ کے عوام کی ذہنیت پر صرف ماتم ہی کیا جاسکتا ہے کہ یہ لوگوں کی جانیں چھین کر پھر بھی بے شرمی کا مظاہرہ کرتے ہوئے کسی گھسے پٹے اور سڑے ہوئے نظریہ کا بلند بانگ دعوی کررہے ہیں۔ سال 2016 کو اس لحاظ سے انتہائی تکلیف قرار دیا جاسکتا ہے (238, 674, 353, 755)
section-number: 5 (839, 694, 871, 714)
article-text: انہوں نے کہا کہ سب سے دلچسپ بات یہ ہے کہ پی ڈی پی سرکار نے بھاجپا کی تابعداری کی۔ شاہ نے کہا کہ ہمیں اپنے نوجوانوں کی لاشوں کو کندھا دینے کی عادت ہوگئی ہے اور عوام کے خوابوں کی تعبیر کو ختم کردیا آزاد کشمیر میں سڑکوں کے جال بچھانے شروع کردیئے (238, 373, 353, 454)
article-text: کشمیر کا دانشمندانہ فیصلہ ہے جو تین اضلاع کے لیے موضوع ترین جگہ کا انتخاب کیا گیا ہے۔ چند شرپسند عناصر بلاوجہ مخالفت برائے مخالفت کی پالیسی اپنائے ہوئے ہیں جن کا مشن کاموں میں بھی مخالفت ایک وطیرہ بن چکا ہے جس کا کوئی اخلاقی جواز نہیں بنتا۔ (830, 1080, 945, 1171)
article-text: حلقہ کے عوام کی ذہنیت پر صرف ماتم ہی کیا جاسکتا ہے کہ یہ لوگوں کی جانیں چھین کر پھر بھی بے شرمی کا مظاہرہ کرتے ہوئے کسی گھسے پٹے اور سڑے ہوئے نظریہ کا بلند بانگ دعوی کررہے ہیں۔ سال 2016 کو اس لحاظ سے انتہائی تکلیف قرار دیا جاسکتا ہے (238, 1084, 353, 1166)
article-text: کشمیر کا دانشمندانہ فیصلہ ہے جو تین اضلاع کے لیے موضوع ترین جگہ کا انتخاب کیا گیا ہے۔ چند شرپسند عناصر بلاوجہ مخالفت برائے مخالفت کی پالیسی اپنائے ہوئے ہیں جن کا مشن کاموں میں بھی مخالفت ایک وطیرہ بن چکا ہے جس کا کوئی اخلاقی جواز نہیں بنتا۔ (1, 1003, 115, 1084)
article-text: محمد فاروق حیدر خان کی قیادت میں حکمرانی کا حق ادا کردیا۔ ان خیالات کا اظہار انہوں نے صحافیوں سے گفتگو کرتے ہوئے کیا۔ شیخ میاں ندیم احمد نے کہا کہ وزیر سپورٹس چوہدری محمد سعید نے الیکشن جیت لیے ہیں موجودہ حکومت کی سرپرستی میں (830, 417, 945, 498)
article-body (830, 236, 945, 318)
section-number: 26 (485, 706, 517, 726)
gradient-bar (871, 807, 921, 821)
section-header (830, 1175, 945, 1197)
section-number: 20 (604, 765, 636, 785)
bird-icon: 🕊 (95, 389, 113, 406)
bird-icon: 🕊 (452, 708, 470, 725)
bird-icon: 🕊 (214, 226, 232, 243)
section-header (1, 578, 115, 600)
section-header (712, 1021, 826, 1043)
article-text: انہوں نے کہا کہ سب سے دلچسپ بات یہ ہے کہ پی ڈی پی سرکار نے بھاجپا کی تابعداری کی۔ شاہ نے کہا کہ ہمیں اپنے نوجوانوں کی لاشوں کو کندھا دینے کی عادت ہوگئی ہے اور عوام کے خوابوں کی تعبیر کو ختم کردیا آزاد کشمیر میں سڑکوں کے جال بچھانے شروع کردیئے (119, 248, 234, 329)
section-number: 55 (10, 1089, 42, 1109)
article-text: کشمیر کا دانشمندانہ فیصلہ ہے جو تین اضلاع کے لیے موضوع ترین جگہ کا انتخاب کیا گیا ہے۔ چند شرپسند عناصر بلاوجہ مخالفت برائے مخالفت کی پالیسی اپنائے ہوئے ہیں جن کا مشن کاموں میں بھی مخالفت ایک وطیرہ بن چکا ہے جس کا کوئی اخلاقی جواز نہیں بنتا۔ (1, 602, 115, 684)
section-header (357, 333, 472, 355)
article-text: حلقہ کے عوام کی ذہنیت پر صرف ماتم ہی کیا جاسکتا ہے کہ یہ لوگوں کی جانیں چھین کر پھر بھی بے شرمی کا مظاہرہ کرتے ہوئے کسی گھسے پٹے اور سڑے ہوئے نظریہ کا بلند بانگ دعوی کررہے ہیں۔ سال 2016 کو اس لحاظ سے انتہائی تکلیف قرار دیا جاسکتا ہے (830, 899, 946, 980)
article-text: انہوں نے کہا کہ سب سے دلچسپ بات یہ ہے کہ پی ڈی پی سرکار نے بھاجپا کی تابعداری کی۔ شاہ نے کہا کہ ہمیں اپنے نوجوانوں کی لاشوں کو کندھا دینے کی عادت ہوگئی ہے اور عوام کے خوابوں کی تعبیر کو ختم کردیا آزاد کشمیر میں سڑکوں کے جال بچھانے شروع کردیئے (712, 482, 826, 564)
section-header (357, 1259, 472, 1281)
end-stars: ☆☆☆☆☆ (37, 1391, 79, 1402)
article-text: انہوں نے کہا کہ سب سے دلچسپ بات یہ ہے کہ پی ڈی پی سرکار نے بھاجپا کی تابعداری کی۔ شاہ نے کہا کہ ہمیں اپنے نوجوانوں کی لاشوں کو کندھا دینے کی عادت ہوگئی ہے اور عوام کے خوابوں کی تعبیر کو ختم کردیا آزاد کشمیر میں سڑکوں کے جال بچھانے شروع کردیئے (1, 1303, 115, 1385)
article-text: کشمیر کا دانشمندانہ فیصلہ ہے جو تین اضلاع کے لیے موضوع ترین جگہ کا انتخاب کیا گیا ہے۔ چند شرپسند عناصر بلاوجہ مخالفت برائے مخالفت کی پالیسی اپنائے ہوئے ہیں جن کا مشن کاموں میں بھی مخالفت ایک وطیرہ بن چکا ہے جس کا کوئی اخلاقی جواز نہیں بنتا۔ (119, 1036, 234, 1127)
article-text: حلقہ کے عوام کی ذہنیت پر صرف ماتم ہی کیا جاسکتا ہے کہ یہ لوگوں کی جانیں چھین کر پھر بھی بے شرمی کا مظاہرہ کرتے ہوئے کسی گھسے پٹے اور سڑے ہوئے نظریہ کا بلند بانگ دعوی کررہے ہیں۔ سال 2016 کو اس لحاظ سے انتہائی تکلیف قرار دیا جاسکتا ہے (357, 1283, 472, 1364)
gradient-bar (398, 709, 448, 723)
article-body (830, 1009, 945, 1172)
section-number: 6 (839, 804, 871, 824)
article-text: انہوں نے کہا کہ سب سے دلچسپ بات یہ ہے کہ پی ڈی پی سرکار نے بھاجپا کی تابعداری کی۔ شاہ نے کہا کہ ہمیں اپنے نوجوانوں کی لاشوں کو کندھا دینے کی عادت ہوگئی ہے اور عوام کے خوابوں کی تعبیر کو ختم کردیا آزاد کشمیر میں سڑکوں کے جال بچھانے شروع کردیئے (830, 236, 945, 317)
gradient-bar (636, 1204, 684, 1218)
gradient-bar (871, 506, 921, 520)
